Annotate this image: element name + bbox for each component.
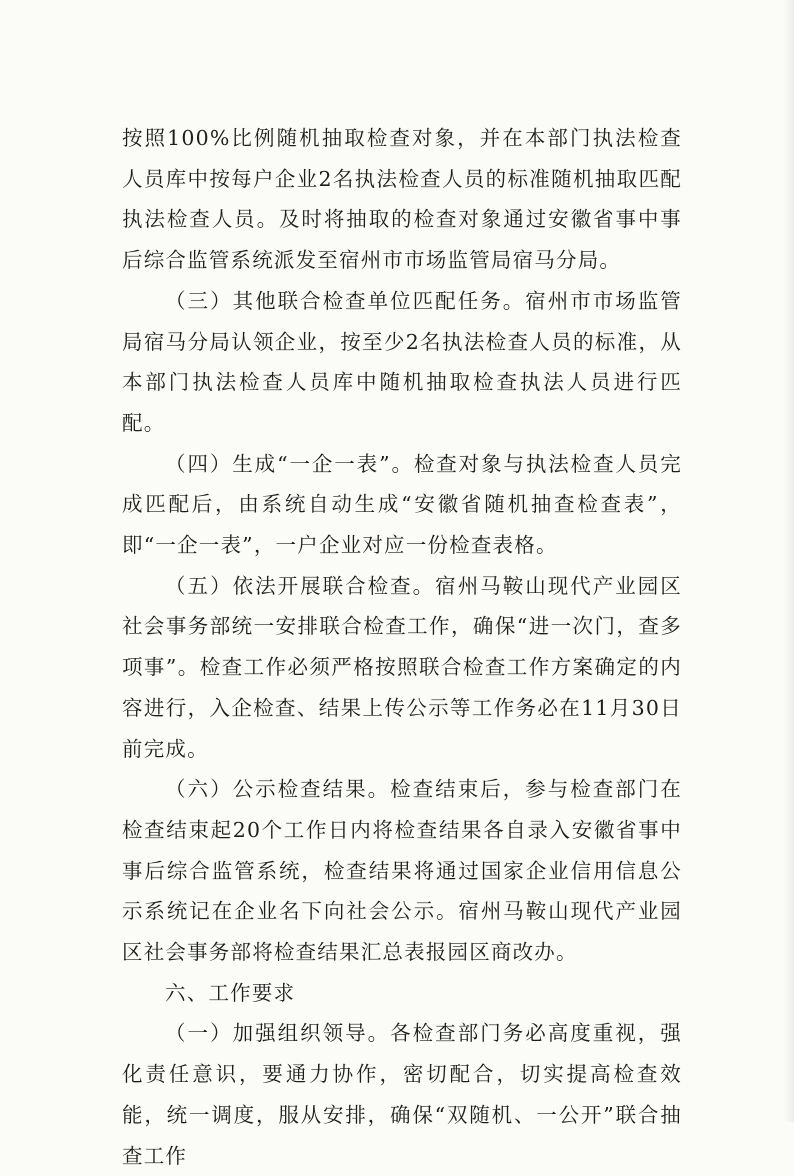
paragraph-3: （四）生成“一企一表”。检查对象与执法检查人员完成匹配后，由系统自动生成“安徽省随机抽查检查表”，即“一企一表”，一户企业对应一份检查表格。 xyxy=(122,451,682,558)
paragraph-7: （一）加强组织领导。各检查部门务必高度重视，强化责任意识，要通力协作，密切配合，切实提高检查效能，统一调度，服从安排，确保“双随机、一公开”联合抽查工作 xyxy=(122,1021,682,1168)
paragraph-1: 按照100%比例随机抽取检查对象，并在本部门执法检查人员库中按每户企业2名执法检查人员的标准随机抽取匹配执法检查人员。及时将抽取的检查对象通过安徽省事中事后综合监管系统派发至宿州市市场监管局宿马分局。 xyxy=(122,126,682,273)
section-heading: 六、工作要求 xyxy=(165,980,296,1005)
page-edge-shadow xyxy=(784,0,794,1122)
paragraph-2: （三）其他联合检查单位匹配任务。宿州市市场监管局宿马分局认领企业，按至少2名执法检查人员的标准，从本部门执法检查人员库中随机抽取检查执法人员进行匹配。 xyxy=(122,288,682,435)
paragraph-4: （五）依法开展联合检查。宿州马鞍山现代产业园区社会事务部统一安排联合检查工作，确保“进一次门，查多项事”。检查工作必须严格按照联合检查工作方案确定的内容进行，入企检查、结果上传公示等工作务必在11月30日前完成。 xyxy=(122,573,682,761)
document-body xyxy=(122,118,682,1176)
paragraph-5: （六）公示检查结果。检查结束后，参与检查部门在检查结束起20个工作日内将检查结果各自录入安徽省事中事后综合监管系统，检查结果将通过国家企业信用信息公示系统记在企业名下向社会公示。宿州马鞍山现代产业园区社会事务部将检查结果汇总表报园区商改办。 xyxy=(122,777,682,965)
